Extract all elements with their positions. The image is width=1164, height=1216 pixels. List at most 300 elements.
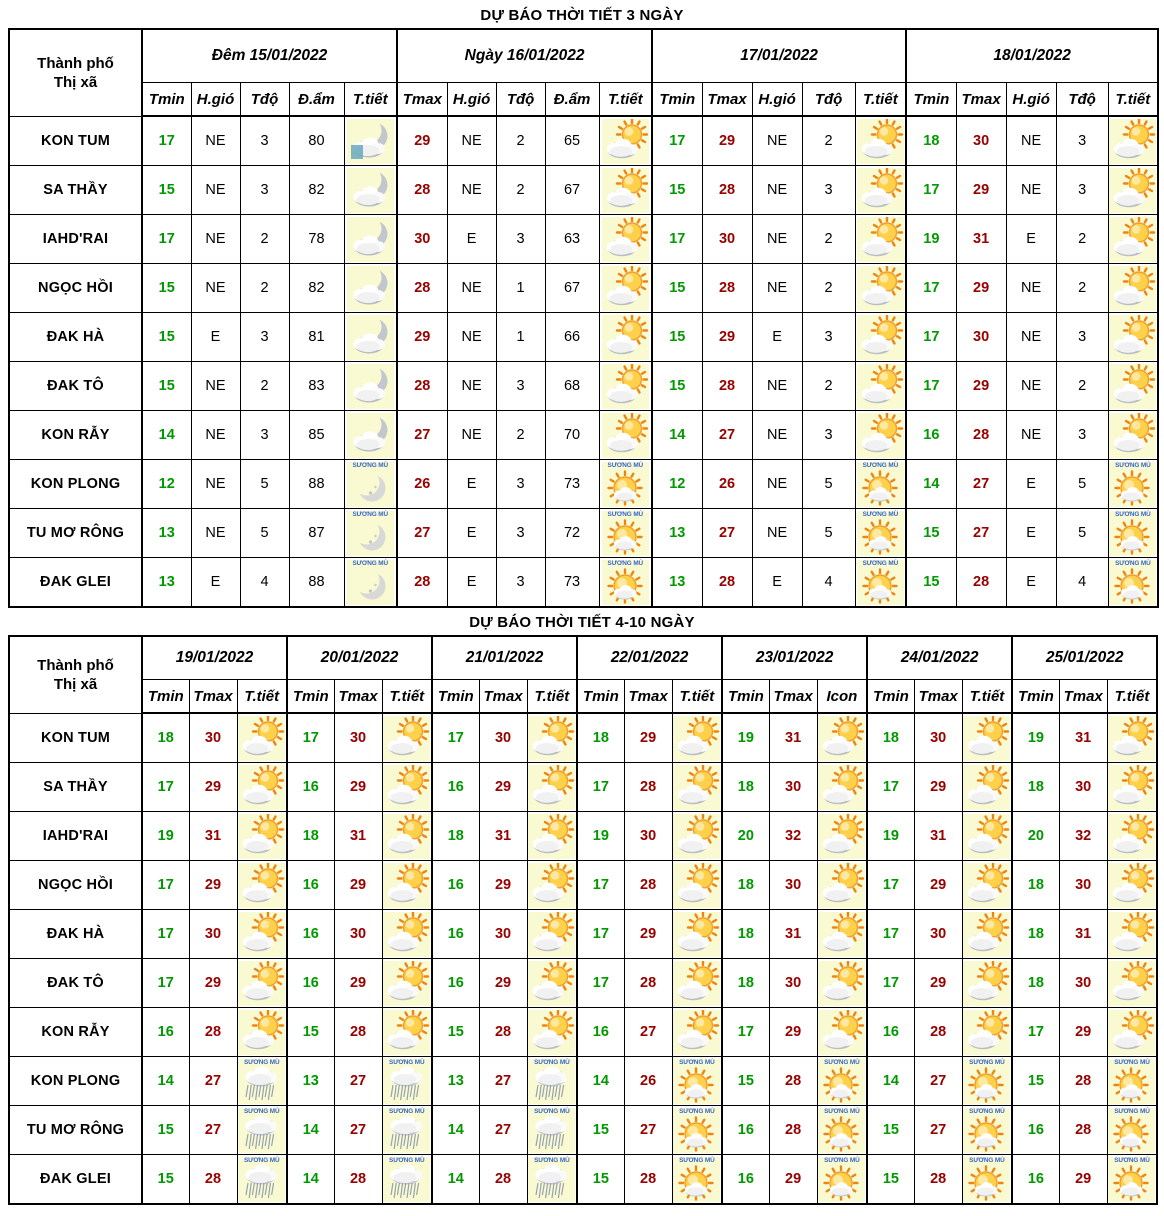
- fog-label: SƯƠNG MÙ: [1115, 462, 1151, 469]
- city-cell: ĐAK TÔ: [9, 959, 142, 1008]
- tmax-value: 32: [1059, 812, 1107, 861]
- column-header: H.gió: [191, 83, 240, 117]
- tmax-value: 29: [769, 1008, 817, 1057]
- tmax-value: 30: [702, 215, 752, 264]
- table-row: [9, 713, 1157, 763]
- tmax-value: 30: [956, 116, 1006, 166]
- tmax-value: 27: [914, 1057, 962, 1106]
- tmax-value: 32: [769, 812, 817, 861]
- weather-cell: [855, 313, 906, 362]
- tmin-value: 14: [287, 1155, 334, 1205]
- tmax-value: 31: [769, 910, 817, 959]
- fog-rain-icon: [238, 1059, 285, 1104]
- tmax-value: 31: [334, 812, 382, 861]
- tmin-value: 17: [432, 713, 479, 763]
- table-row: [9, 910, 1157, 959]
- sun-cloud-icon: [528, 716, 575, 761]
- fog-label: SƯƠNG MÙ: [1115, 511, 1151, 518]
- tmin-value: 16: [722, 1155, 769, 1205]
- weather-cell: [237, 1057, 287, 1106]
- tmin-value: 15: [1012, 1057, 1059, 1106]
- column-header: Tmax: [624, 680, 672, 714]
- sun-cloud-icon: [238, 961, 285, 1006]
- sun-cloud-icon: [1108, 716, 1155, 761]
- city-cell: ĐAK TÔ: [9, 362, 142, 411]
- value-cell: 67: [545, 166, 599, 215]
- fog-label: SƯƠNG MÙ: [389, 1157, 425, 1164]
- tmax-value: 29: [956, 362, 1006, 411]
- weather-cell: [599, 509, 652, 558]
- column-header: Tmin: [287, 680, 334, 714]
- value-cell: E: [1006, 215, 1056, 264]
- fog-label: SƯƠNG MÙ: [389, 1059, 425, 1066]
- value-cell: 3: [240, 313, 289, 362]
- night-cloud-icon: [347, 266, 394, 311]
- column-header: Tmax: [334, 680, 382, 714]
- sun-cloud-icon: [963, 961, 1010, 1006]
- city-cell: IAHD'RAI: [9, 812, 142, 861]
- weather-cell: [599, 116, 652, 166]
- weather-cell: [599, 264, 652, 313]
- tmax-value: 28: [956, 411, 1006, 460]
- tmax-value: 28: [702, 166, 752, 215]
- tmin-value: 15: [906, 509, 956, 558]
- table-row: [9, 460, 1158, 509]
- tmin-value: 15: [287, 1008, 334, 1057]
- sun-cloud-icon: [383, 912, 430, 957]
- weather-cell: [962, 713, 1012, 763]
- tmax-value: 30: [769, 763, 817, 812]
- column-header: Tmin: [722, 680, 769, 714]
- sun-fog-icon: [857, 560, 904, 605]
- tmin-value: 18: [722, 959, 769, 1008]
- tmax-value: 29: [624, 713, 672, 763]
- value-cell: NE: [447, 313, 496, 362]
- tmin-value: 19: [722, 713, 769, 763]
- weather-cell: [1108, 509, 1158, 558]
- value-cell: 87: [289, 509, 344, 558]
- fog-rain-icon: [238, 1157, 285, 1202]
- sun-cloud-icon: [1108, 912, 1155, 957]
- tmin-value: 15: [577, 1106, 624, 1155]
- fog-label: SƯƠNG MÙ: [824, 1108, 860, 1115]
- tmin-value: 17: [577, 861, 624, 910]
- column-header: T.tiết: [382, 680, 432, 714]
- value-cell: 5: [1056, 460, 1108, 509]
- sun-cloud-icon: [1109, 413, 1156, 458]
- sun-fog-icon: [1109, 462, 1156, 507]
- fog-label: SƯƠNG MÙ: [607, 511, 644, 518]
- sun-cloud-icon: [963, 1010, 1010, 1055]
- value-cell: 70: [545, 411, 599, 460]
- weather-cell: [527, 1008, 577, 1057]
- fog-label: SƯƠNG MÙ: [244, 1157, 280, 1164]
- table-row: [9, 812, 1157, 861]
- tmax-value: 28: [702, 362, 752, 411]
- weather-cell: [382, 1057, 432, 1106]
- sun-cloud-icon: [1108, 814, 1155, 859]
- tmin-value: 15: [142, 313, 191, 362]
- column-header: Đ.ẩm: [289, 83, 344, 117]
- column-header: T.tiết: [344, 83, 397, 117]
- weather-cell: [344, 509, 397, 558]
- tmin-value: 16: [432, 910, 479, 959]
- fog-label: SƯƠNG MÙ: [352, 560, 389, 567]
- sun-cloud-icon: [602, 364, 649, 409]
- tmin-value: 16: [867, 1008, 914, 1057]
- weather-cell: [599, 558, 652, 608]
- tmin-value: 18: [1012, 959, 1059, 1008]
- table-row: [9, 861, 1157, 910]
- sun-fog-icon: [963, 1108, 1010, 1153]
- fog-rain-icon: [383, 1157, 430, 1202]
- weather-cell: [1108, 558, 1158, 608]
- tmin-value: 13: [287, 1057, 334, 1106]
- weather-cell: [382, 1155, 432, 1205]
- fog-label: SƯƠNG MÙ: [1114, 1108, 1150, 1115]
- value-cell: 2: [1056, 362, 1108, 411]
- tmax-value: 30: [1059, 959, 1107, 1008]
- tmin-value: 12: [142, 460, 191, 509]
- sun-cloud-icon: [383, 814, 430, 859]
- column-header: Tmin: [906, 83, 956, 117]
- weather-cell: [817, 910, 867, 959]
- city-cell: ĐAK HÀ: [9, 910, 142, 959]
- fog-label: SƯƠNG MÙ: [244, 1059, 280, 1066]
- weather-cell: [1107, 1057, 1157, 1106]
- tmax-value: 28: [1059, 1057, 1107, 1106]
- value-cell: 3: [1056, 116, 1108, 166]
- value-cell: NE: [191, 166, 240, 215]
- weather-cell: [1108, 215, 1158, 264]
- weather-cell: [1107, 763, 1157, 812]
- sun-cloud-icon: [1108, 961, 1155, 1006]
- night-cloud-icon: [347, 168, 394, 213]
- column-header: H.gió: [1006, 83, 1056, 117]
- table-row: [9, 763, 1157, 812]
- column-header: Tmax: [702, 83, 752, 117]
- weather-cell: [382, 959, 432, 1008]
- city-cell: KON PLONG: [9, 460, 142, 509]
- tmax-value: 28: [189, 1155, 237, 1205]
- value-cell: 72: [545, 509, 599, 558]
- tmin-value: 19: [577, 812, 624, 861]
- tmin-value: 18: [867, 713, 914, 763]
- night-fog-icon: [347, 560, 394, 605]
- tmax-value: 28: [624, 959, 672, 1008]
- tmax-value: 30: [1059, 861, 1107, 910]
- weather-cell: [855, 166, 906, 215]
- weather-cell: [382, 861, 432, 910]
- value-cell: E: [752, 313, 802, 362]
- sun-cloud-icon: [818, 716, 865, 761]
- sun-cloud-icon: [602, 119, 649, 164]
- tmax-value: 29: [914, 861, 962, 910]
- sun-fog-icon: [602, 560, 649, 605]
- weather-cell: [817, 1008, 867, 1057]
- tmax-value: 30: [914, 910, 962, 959]
- tmin-value: 15: [906, 558, 956, 608]
- tmax-value: 29: [1059, 1155, 1107, 1205]
- value-cell: NE: [1006, 362, 1056, 411]
- value-cell: NE: [1006, 313, 1056, 362]
- tmax-value: 29: [956, 166, 1006, 215]
- tmax-value: 28: [397, 166, 447, 215]
- weather-cell: [962, 812, 1012, 861]
- date-group-header: 25/01/2022: [1012, 636, 1157, 680]
- tmin-value: 14: [287, 1106, 334, 1155]
- value-cell: 5: [240, 460, 289, 509]
- tmax-value: 30: [479, 910, 527, 959]
- value-cell: 3: [240, 411, 289, 460]
- value-cell: NE: [191, 411, 240, 460]
- sun-fog-icon: [963, 1157, 1010, 1202]
- value-cell: NE: [1006, 116, 1056, 166]
- value-cell: NE: [447, 362, 496, 411]
- value-cell: 5: [240, 509, 289, 558]
- weather-cell: [344, 362, 397, 411]
- sun-cloud-icon: [383, 1010, 430, 1055]
- table-row: [9, 166, 1158, 215]
- table-row: [9, 411, 1158, 460]
- tmin-value: 17: [287, 713, 334, 763]
- sun-cloud-icon: [238, 912, 285, 957]
- tmin-value: 13: [142, 558, 191, 608]
- sun-fog-icon: [857, 462, 904, 507]
- date-group-header: Đêm 15/01/2022: [142, 29, 397, 83]
- table-row: [9, 264, 1158, 313]
- tmax-value: 29: [334, 959, 382, 1008]
- value-cell: 3: [802, 166, 855, 215]
- value-cell: NE: [191, 509, 240, 558]
- tmin-value: 19: [1012, 713, 1059, 763]
- weather-cell: [237, 1106, 287, 1155]
- value-cell: NE: [752, 509, 802, 558]
- tmin-value: 18: [287, 812, 334, 861]
- value-cell: 82: [289, 166, 344, 215]
- column-header: Tmax: [1059, 680, 1107, 714]
- value-cell: 82: [289, 264, 344, 313]
- sun-cloud-icon: [857, 266, 904, 311]
- night-cloud-icon: [347, 119, 394, 164]
- night-cloud-icon: [347, 364, 394, 409]
- tmax-value: 26: [624, 1057, 672, 1106]
- night-fog-icon: [347, 511, 394, 556]
- city-cell: KON RẪY: [9, 1008, 142, 1057]
- tmin-value: 17: [906, 166, 956, 215]
- weather-cell: [527, 713, 577, 763]
- tmax-value: 29: [479, 763, 527, 812]
- date-group-header: 20/01/2022: [287, 636, 432, 680]
- tmax-value: 27: [624, 1008, 672, 1057]
- weather-cell: [672, 1057, 722, 1106]
- table-row: [9, 509, 1158, 558]
- date-group-header: 17/01/2022: [652, 29, 906, 83]
- value-cell: E: [1006, 558, 1056, 608]
- tmin-value: 14: [577, 1057, 624, 1106]
- weather-cell: [382, 1106, 432, 1155]
- sun-cloud-icon: [528, 961, 575, 1006]
- tmin-value: 18: [1012, 910, 1059, 959]
- weather-cell: [672, 1155, 722, 1205]
- value-cell: E: [191, 558, 240, 608]
- sun-fog-icon: [673, 1059, 720, 1104]
- tmax-value: 27: [914, 1106, 962, 1155]
- column-header: Tmin: [142, 680, 189, 714]
- date-group-header: 18/01/2022: [906, 29, 1158, 83]
- weather-cell: [1108, 460, 1158, 509]
- column-header: Icon: [817, 680, 867, 714]
- tmax-value: 31: [769, 713, 817, 763]
- tmax-value: 27: [397, 509, 447, 558]
- sun-cloud-icon: [528, 912, 575, 957]
- tmin-value: 15: [652, 264, 702, 313]
- value-cell: E: [1006, 509, 1056, 558]
- tmax-value: 29: [189, 763, 237, 812]
- weather-cell: [962, 1008, 1012, 1057]
- column-header: Tmin: [652, 83, 702, 117]
- tmin-value: 19: [906, 215, 956, 264]
- tmax-value: 29: [397, 116, 447, 166]
- weather-cell: [672, 959, 722, 1008]
- city-cell: ĐAK GLEI: [9, 1155, 142, 1205]
- weather-cell: [817, 713, 867, 763]
- weather-cell: [382, 812, 432, 861]
- weather-cell: [962, 959, 1012, 1008]
- value-cell: 66: [545, 313, 599, 362]
- column-header: Tmin: [577, 680, 624, 714]
- fog-label: SƯƠNG MÙ: [969, 1059, 1005, 1066]
- value-cell: NE: [447, 264, 496, 313]
- tmax-value: 29: [702, 116, 752, 166]
- tmax-value: 29: [702, 313, 752, 362]
- weather-cell: [1108, 411, 1158, 460]
- column-header: T.tiết: [1107, 680, 1157, 714]
- fog-label: SƯƠNG MÙ: [352, 462, 389, 469]
- tmax-value: 29: [397, 313, 447, 362]
- tmin-value: 16: [432, 959, 479, 1008]
- weather-cell: [817, 959, 867, 1008]
- value-cell: 3: [496, 362, 545, 411]
- weather-cell: [962, 763, 1012, 812]
- value-cell: 3: [240, 116, 289, 166]
- sun-fog-icon: [673, 1157, 720, 1202]
- sun-fog-icon: [818, 1059, 865, 1104]
- tmin-value: 20: [1012, 812, 1059, 861]
- tmax-value: 30: [624, 812, 672, 861]
- sun-cloud-icon: [857, 315, 904, 360]
- column-header: T.tiết: [527, 680, 577, 714]
- tmin-value: 15: [652, 313, 702, 362]
- weather-cell: [855, 509, 906, 558]
- value-cell: E: [191, 313, 240, 362]
- weather-cell: [855, 215, 906, 264]
- column-header: T.tiết: [1108, 83, 1158, 117]
- value-cell: NE: [752, 116, 802, 166]
- city-cell: SA THẦY: [9, 763, 142, 812]
- weather-cell: [1108, 313, 1158, 362]
- weather-cell: [962, 861, 1012, 910]
- tmax-value: 28: [479, 1155, 527, 1205]
- weather-cell: [962, 1155, 1012, 1205]
- weather-cell: [237, 959, 287, 1008]
- value-cell: NE: [1006, 411, 1056, 460]
- weather-cell: [344, 215, 397, 264]
- tmin-value: 17: [577, 959, 624, 1008]
- weather-cell: [817, 1106, 867, 1155]
- value-cell: 2: [802, 215, 855, 264]
- weather-cell: [344, 166, 397, 215]
- value-cell: 88: [289, 558, 344, 608]
- tmax-value: 27: [956, 460, 1006, 509]
- sun-cloud-icon: [1109, 217, 1156, 262]
- value-cell: 65: [545, 116, 599, 166]
- fog-label: SƯƠNG MÙ: [1114, 1059, 1150, 1066]
- tmax-value: 29: [914, 763, 962, 812]
- tmin-value: 17: [1012, 1008, 1059, 1057]
- fog-rain-icon: [238, 1108, 285, 1153]
- tmin-value: 13: [652, 558, 702, 608]
- sun-cloud-icon: [857, 168, 904, 213]
- column-header: Tđộ: [240, 83, 289, 117]
- value-cell: 3: [1056, 166, 1108, 215]
- column-header: T.tiết: [599, 83, 652, 117]
- weather-cell: [1107, 812, 1157, 861]
- tmin-value: 17: [577, 763, 624, 812]
- value-cell: NE: [191, 362, 240, 411]
- weather-cell: [1107, 959, 1157, 1008]
- fog-label: SƯƠNG MÙ: [244, 1108, 280, 1115]
- sun-cloud-icon: [818, 961, 865, 1006]
- tmin-value: 19: [867, 812, 914, 861]
- fog-label: SƯƠNG MÙ: [969, 1157, 1005, 1164]
- sun-fog-icon: [673, 1108, 720, 1153]
- tmax-value: 31: [479, 812, 527, 861]
- value-cell: 80: [289, 116, 344, 166]
- city-cell: IAHD'RAI: [9, 215, 142, 264]
- weather-cell: [237, 713, 287, 763]
- tmax-value: 28: [479, 1008, 527, 1057]
- weather-cell: [382, 763, 432, 812]
- tmin-value: 15: [142, 264, 191, 313]
- weather-cell: [527, 763, 577, 812]
- sun-cloud-icon: [602, 315, 649, 360]
- tmax-value: 29: [334, 763, 382, 812]
- sun-cloud-icon: [602, 168, 649, 213]
- sun-fog-icon: [1108, 1059, 1155, 1104]
- column-header: Tmin: [432, 680, 479, 714]
- tmin-value: 18: [577, 713, 624, 763]
- value-cell: 3: [240, 166, 289, 215]
- weather-cell: [527, 1155, 577, 1205]
- fog-label: SƯƠNG MÙ: [1114, 1157, 1150, 1164]
- sun-fog-icon: [818, 1108, 865, 1153]
- tmin-value: 18: [906, 116, 956, 166]
- sun-cloud-icon: [963, 765, 1010, 810]
- value-cell: NE: [752, 411, 802, 460]
- tmin-value: 17: [867, 959, 914, 1008]
- weather-cell: [962, 1057, 1012, 1106]
- table-row: [9, 362, 1158, 411]
- tmin-value: 14: [432, 1106, 479, 1155]
- column-header: T.tiết: [962, 680, 1012, 714]
- weather-cell: [855, 411, 906, 460]
- sun-cloud-icon: [383, 961, 430, 1006]
- tmax-value: 26: [702, 460, 752, 509]
- value-cell: 85: [289, 411, 344, 460]
- weather-cell: [237, 812, 287, 861]
- tmin-value: 17: [142, 215, 191, 264]
